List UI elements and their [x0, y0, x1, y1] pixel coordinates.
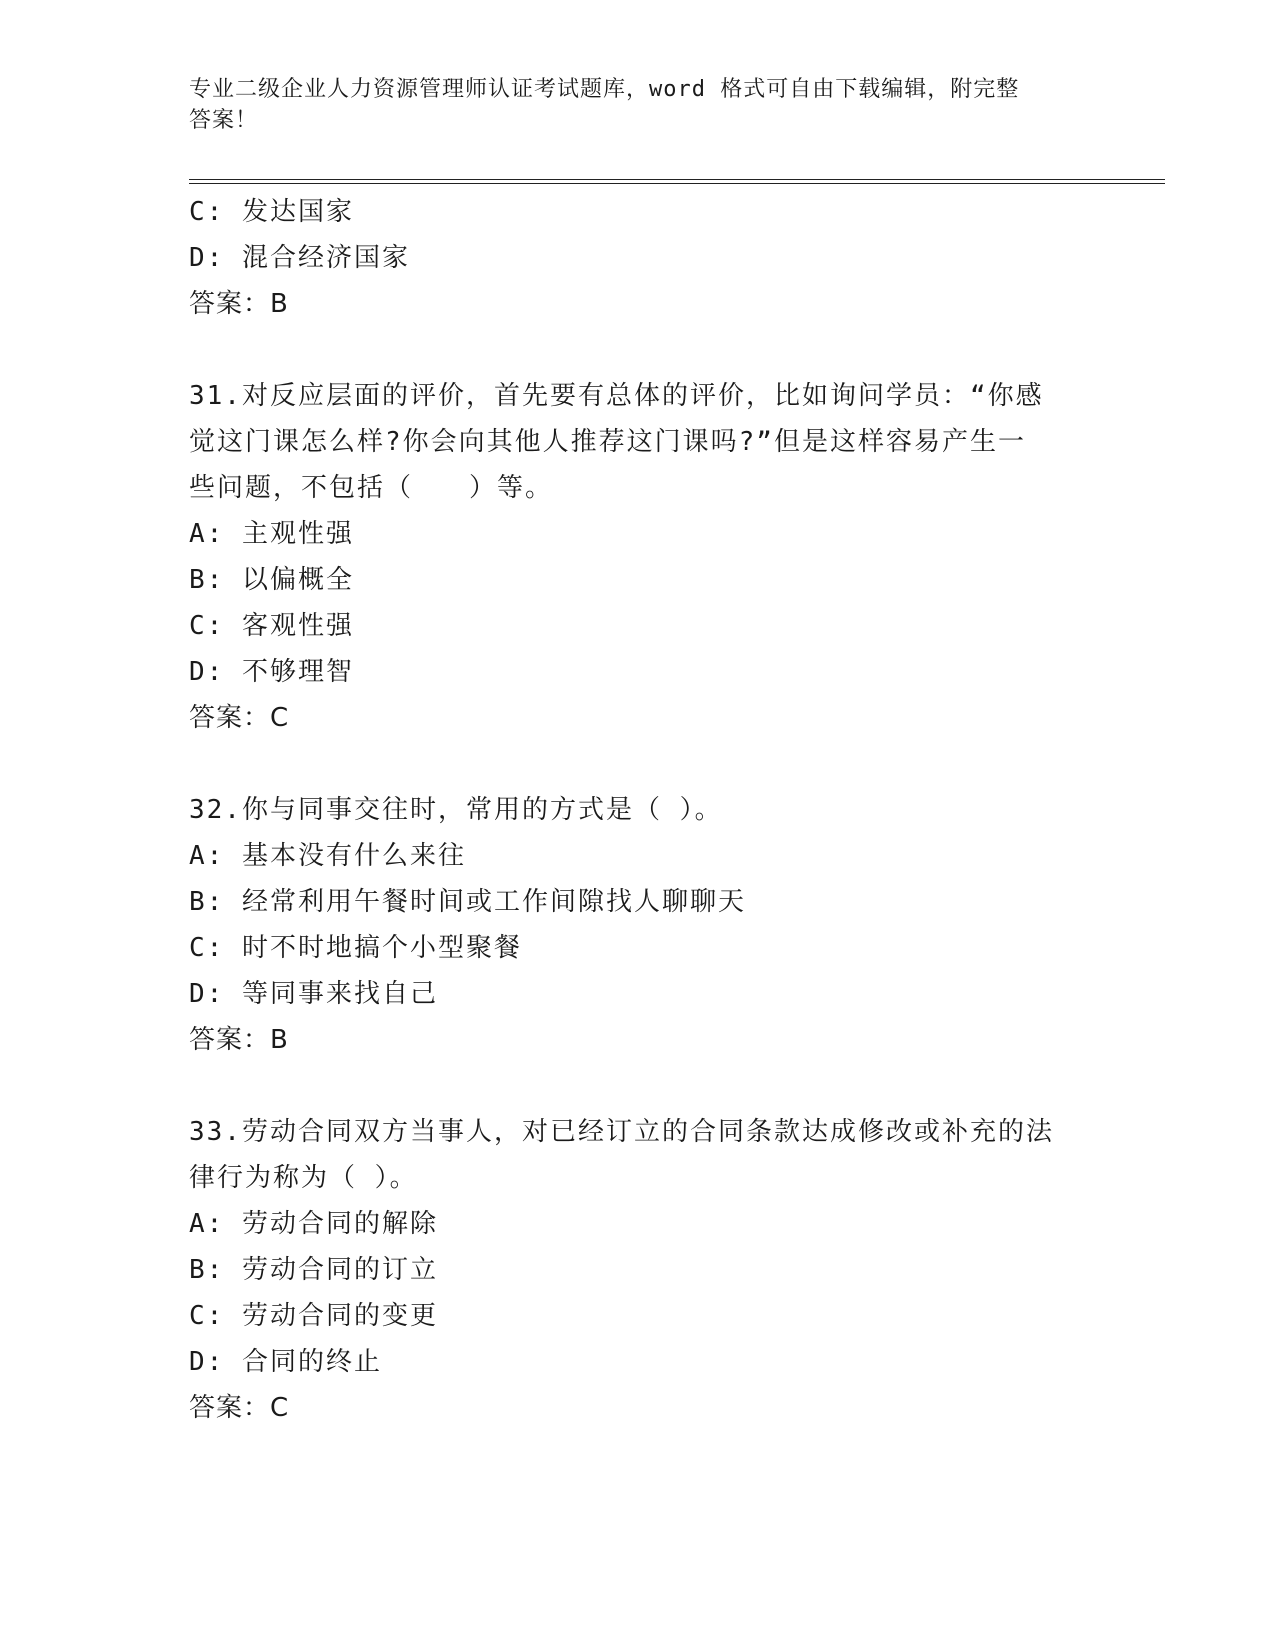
option-d: D: 混合经济国家: [189, 243, 410, 273]
question-stem-line: 些问题，不包括（ ）等。: [189, 473, 554, 503]
question-31: [189, 373, 1089, 741]
question-32: [189, 787, 1089, 1063]
question-stem-line: 觉这门课怎么样?你会向其他人推荐这门课吗?”但是这样容易产生一: [189, 427, 1026, 457]
question-30-continuation: [189, 189, 1089, 327]
question-stem-line: 33.劳动合同双方当事人，对已经订立的合同条款达成修改或补充的法: [189, 1117, 1054, 1147]
spacer: [189, 327, 1089, 373]
spacer: [189, 1063, 1089, 1109]
option-d: D: 不够理智: [189, 657, 354, 687]
option-c: C: 时不时地搞个小型聚餐: [189, 933, 522, 963]
spacer: [189, 741, 1089, 787]
option-a: A: 劳动合同的解除: [189, 1209, 438, 1239]
answer-line: 答案：C: [189, 703, 290, 733]
page-header: [189, 74, 1069, 136]
option-b: B: 以偏概全: [189, 565, 354, 595]
option-b: B: 劳动合同的订立: [189, 1255, 438, 1285]
option-d: D: 等同事来找自己: [189, 979, 438, 1009]
answer-line: 答案：B: [189, 289, 289, 319]
header-text-line-1: 专业二级企业人力资源管理师认证考试题库，word 格式可自由下载编辑，附完整: [189, 77, 1020, 102]
option-c: C: 客观性强: [189, 611, 354, 641]
question-stem-line: 32.你与同事交往时，常用的方式是（ ）。: [189, 795, 723, 825]
option-c: C: 劳动合同的变更: [189, 1301, 438, 1331]
question-content: [189, 189, 1089, 1431]
option-a: A: 基本没有什么来往: [189, 841, 466, 871]
option-b: B: 经常利用午餐时间或工作间隙找人聊聊天: [189, 887, 746, 917]
question-stem-line: 31.对反应层面的评价，首先要有总体的评价，比如询问学员：“你感: [189, 381, 1044, 411]
header-double-rule: [189, 179, 1165, 184]
answer-line: 答案：C: [189, 1393, 290, 1423]
option-d: D: 合同的终止: [189, 1347, 382, 1377]
answer-line: 答案：B: [189, 1025, 289, 1055]
question-stem-line: 律行为称为（ ）。: [189, 1163, 418, 1193]
question-33: [189, 1109, 1089, 1431]
option-a: A: 主观性强: [189, 519, 354, 549]
option-c: C: 发达国家: [189, 197, 354, 227]
header-text-line-2: 答案！: [189, 108, 259, 133]
